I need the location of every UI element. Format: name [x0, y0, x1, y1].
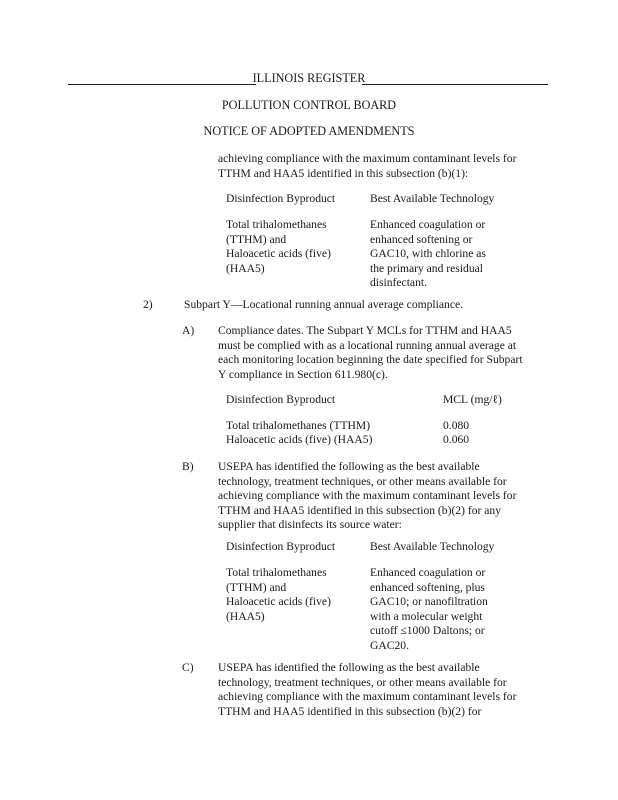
- itemC-line: technology, treatment techniques, or other means available for: [218, 675, 507, 689]
- intro-paragraph: [218, 152, 516, 181]
- table1-col2-cell: [370, 218, 486, 291]
- table2-row-name: Total trihalomethanes (TTHM): [226, 419, 371, 432]
- table3-col1-header: Disinfection Byproduct: [226, 540, 336, 553]
- table1-col2-line: GAC10, with chlorine as: [370, 247, 486, 261]
- itemB-line: supplier that disinfects its source water:: [218, 518, 402, 532]
- itemA-line: Compliance dates. The Subpart Y MCLs for TTHM and HAA5: [218, 324, 512, 337]
- table1-col2-header: Best Available Technology: [370, 192, 495, 205]
- table1-col1-line: Haloacetic acids (five): [226, 247, 331, 261]
- table1-col2-line: the primary and residual: [370, 261, 483, 275]
- table2-row-mcl: 0.080: [443, 419, 470, 432]
- table1-col1-line: Total trihalomethanes: [226, 218, 327, 231]
- itemB-line: USEPA has identified the following as the best available: [218, 460, 480, 473]
- table3-col1-line: (TTHM) and: [226, 580, 287, 594]
- item2-number: 2): [143, 298, 153, 311]
- table2-col2-header: MCL (mg/ℓ): [443, 393, 502, 406]
- table1-col2-line: Enhanced coagulation or: [370, 218, 486, 231]
- itemA-line: Y compliance in Section 611.980(c).: [218, 367, 388, 381]
- table3-col2-line: enhanced softening, plus: [370, 580, 485, 594]
- itemC-label: C): [182, 661, 194, 674]
- itemB-line: TTHM and HAA5 identified in this subsection (b)(2) for any: [218, 503, 502, 517]
- table3-col2-line: GAC20.: [370, 638, 409, 652]
- table3-col2-header: Best Available Technology: [370, 540, 495, 553]
- intro-line: achieving compliance with the maximum contaminant levels for: [218, 152, 517, 165]
- itemB-line: achieving compliance with the maximum contaminant levels for: [218, 489, 517, 503]
- itemC-line: TTHM and HAA5 identified in this subsection (b)(2) for: [218, 704, 482, 718]
- itemA-label: A): [182, 324, 195, 337]
- table3-col2-line: Enhanced coagulation or: [370, 566, 486, 579]
- table3-col1-line: Total trihalomethanes: [226, 566, 327, 579]
- itemC-paragraph: [218, 661, 516, 719]
- itemB-line: technology, treatment techniques, or other means available for: [218, 474, 507, 488]
- table1-col1-line: (HAA5): [226, 261, 265, 275]
- table3-col2-cell: [370, 566, 488, 654]
- itemC-line: USEPA has identified the following as the best available: [218, 661, 480, 674]
- itemB-label: B): [182, 460, 194, 473]
- itemB-paragraph: [218, 460, 516, 533]
- table1-col1-line: (TTHM) and: [226, 232, 287, 246]
- table3-col2-line: GAC10; or nanofiltration: [370, 595, 488, 609]
- table3-col1-cell: [226, 566, 331, 624]
- table3-col2-line: cutoff ≤1000 Daltons; or: [370, 624, 485, 638]
- table2-row-mcl: 0.060: [443, 433, 470, 446]
- table3-col1-line: (HAA5): [226, 609, 265, 623]
- intro-line: TTHM and HAA5 identified in this subsection (b)(1):: [218, 166, 469, 180]
- itemA-line: must be complied with as a locational running annual average at: [218, 338, 517, 352]
- register-title: ILLINOIS REGISTER: [252, 71, 366, 85]
- table3-col2-line: with a molecular weight: [370, 609, 483, 623]
- itemC-line: achieving compliance with the maximum contaminant levels for: [218, 690, 517, 704]
- table1-col2-line: enhanced softening or: [370, 232, 473, 246]
- table2-row-name: Haloacetic acids (five) (HAA5): [226, 433, 373, 446]
- itemA-line: each monitoring location beginning the date specified for Subpart: [218, 353, 523, 367]
- notice-title: NOTICE OF ADOPTED AMENDMENTS: [203, 124, 415, 138]
- table1-col1-header: Disinfection Byproduct: [226, 192, 336, 205]
- table1-col2-line: disinfectant.: [370, 276, 427, 290]
- table3-col1-line: Haloacetic acids (five): [226, 595, 331, 609]
- table2-col1-header: Disinfection Byproduct: [226, 393, 336, 406]
- item2-heading: Subpart Y—Locational running annual average compliance.: [184, 298, 464, 311]
- table1-col1-cell: [226, 218, 331, 276]
- board-title: POLLUTION CONTROL BOARD: [221, 98, 397, 112]
- itemA-paragraph: [218, 324, 523, 382]
